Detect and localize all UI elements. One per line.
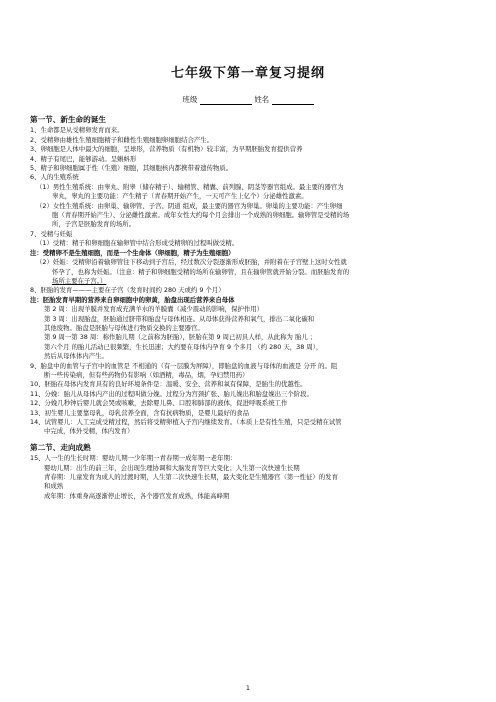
s1-line: （1）受精：精子和卵细胞在输卵管中结合形成受精卵的过程叫做受精。 — [36, 239, 239, 248]
s1-line: 6、人的生殖系统 — [30, 173, 79, 182]
s1-line: （2）妊娠：受精卵沿着输卵管往下移动到子宫后，经过数次分裂逐渐形成胚胎，并附着在子宫壁上这时女性就 — [36, 258, 347, 267]
s1-line: 怀孕了，也称为妊娠。（注意：精子和卵细胞受精的场所在输卵管，且在输卵管就开始分裂。而胚胎发育的 — [52, 267, 350, 276]
s1-line: 9、胎盘中的血管与子宫中的血管是 不相通的（有一层膜为屏障），即胎盘的血液与母体的血液是 分开 的。阻 — [30, 361, 338, 370]
s1-line: 4、精子有尾巴，能够游动。呈蝌蚪形 — [30, 154, 137, 163]
s1-line: 14、试管婴儿：人工完成受精过程，然后将受精卵植入子宫内继续发育。（本质上是有性生殖，只是受精在试管 — [30, 418, 342, 426]
class-blank — [200, 96, 252, 105]
s1-line: 场所主要在子宫。） — [52, 276, 107, 285]
s1-line: 其他废物。胎盘是胚胎与母体进行物质交换的主要器官。 — [44, 323, 204, 332]
s1-line: 10、胚胎在母体内发育具有的良好环境条件是：温暖、安全、营养和氧有保障，是胎生的优越性。 — [30, 380, 307, 389]
section1-heading: 第一节、新生命的诞生 — [30, 115, 106, 124]
s2-line: 青春期：儿童发育为成人的过渡时期，人生第二次快速生长期，最大变化是生殖器官（第一性征）的发育 — [44, 473, 338, 482]
content — [30, 112, 460, 501]
s2-line: 15、人一生的生长时期：婴幼儿期一少年期一青春期一成年期一老年期： — [30, 454, 237, 463]
s1-line: 12、分娩几秒钟后婴儿就会哭或咳嗽，去除婴儿鼻、口腔和肺部的液体，促进呼吸系统工作 — [30, 399, 288, 408]
s1-line: 8、胚胎的发育———主要在子宫（发育时间约 280 天或约 9 个月） — [30, 286, 225, 295]
s1-line: 胞（青春期开始产生）、分泌雌性激素。成年女性大约每个月会排出一个成熟的卵细胞。输卵管是受精的场 — [52, 211, 350, 220]
page-number: 1 — [245, 684, 251, 692]
s1-line: 13、初生婴儿主要靠母乳，母乳营养全面，含有抗病物质，是婴儿最好的食品 — [30, 408, 250, 417]
class-name-line — [0, 94, 496, 105]
s1-line: 第 3 周：出现胎盘，胚胎通过脐带和胎盘与母体相连。从母体获得营养和氧气，排出二氧化碳和 — [44, 314, 315, 323]
s1-line: 2、受精卵由雄性生殖细胞精子和雌性生殖细胞卵细胞结合产生。 — [30, 135, 214, 144]
class-label: 班级 — [182, 95, 198, 104]
s1-line: 第 2 周：出现羊膜并发育成充满羊水的羊膜囊（减少震动的影响，保护作用） — [44, 305, 264, 314]
s1-line: 第 9 周一第 38 周：称作胎儿期（之前称为胚胎），胚胎在第 9 周已初具人样，从此称为 胎儿 ； — [44, 333, 317, 342]
s1-line: 睾丸，睾丸的主要功能：产生精子（青春期开始产生，一天可产生上亿个）分泌雄性激素。 — [52, 192, 308, 201]
s1-line: （2）女性生殖系统：由卵巢、输卵管、子宫、阴道 组成，最主要的器官为卵巢。卵巢的主要功能：产生卵细 — [36, 201, 343, 210]
s1-line: 然后从母体体内产生。 — [44, 352, 108, 361]
s1-line: 11、分娩：胎儿从母体内产出的过程叫做分娩。过程分为宫颈扩张、胎儿娩出和胎盘娩出三个阶段。 — [30, 389, 313, 398]
s1-line: 3、卵细胞是人体中最大的细胞，呈球形，营养物质（有机物）较丰富，为早期胚胎发育提供营养 — [30, 145, 303, 154]
s1-line: 5、精子和卵细胞属于性（生殖）细胞，其细胞核内都携带着遗传物质。 — [30, 164, 233, 173]
s1-line: 所，子宫是胚胎发育的场所。 — [52, 220, 136, 229]
s2-line: 婴幼儿期：出生的前三年，会出现生理协调和大脑发育等巨大变化；人生第一次快速生长期 — [44, 463, 300, 472]
s1-line: 第六个月 的胎儿活动已很频繁，生长迅速；大约要在母体内孕育 9 个多月 （约 280 天，38 周）， — [44, 342, 323, 351]
s1-line: 1、生命都是从受精卵发育而来。 — [30, 126, 124, 135]
s1-note: 注：受精卵不是生殖细胞，而是一个生命体（卵细胞，精子为生殖细胞） — [30, 248, 235, 257]
section2-heading: 第二节、走向成熟 — [30, 442, 91, 452]
s2-line: 和成熟 — [44, 482, 64, 491]
s1-line: 断一些传染病，但有些药物仍有影响（如酒精，毒品，烟，孕妇禁用药） — [44, 370, 249, 379]
s2-line: 成年期：体重身高逐渐停止增长，各个器官发育成熟，体能高峰期 — [44, 491, 230, 500]
s1-note: 注：胚胎发育早期的营养来自卵细胞中的卵黄，胎盘出现后营养来自母体 — [30, 295, 235, 304]
s1-line: 中完成，体外受精，体内发育） — [44, 427, 134, 436]
name-label: 姓名 — [254, 95, 270, 104]
page-title: 七年级下第一章复习提纲 — [170, 66, 325, 81]
s1-line: 7、受精与妊娠 — [30, 229, 73, 238]
s1-line: （1）男性生殖系统：由睾丸、附睾（储存精子）、输精管、精囊、前列腺、阴茎等器官组成。最主要的器官为 — [36, 182, 344, 191]
name-blank — [272, 96, 314, 105]
